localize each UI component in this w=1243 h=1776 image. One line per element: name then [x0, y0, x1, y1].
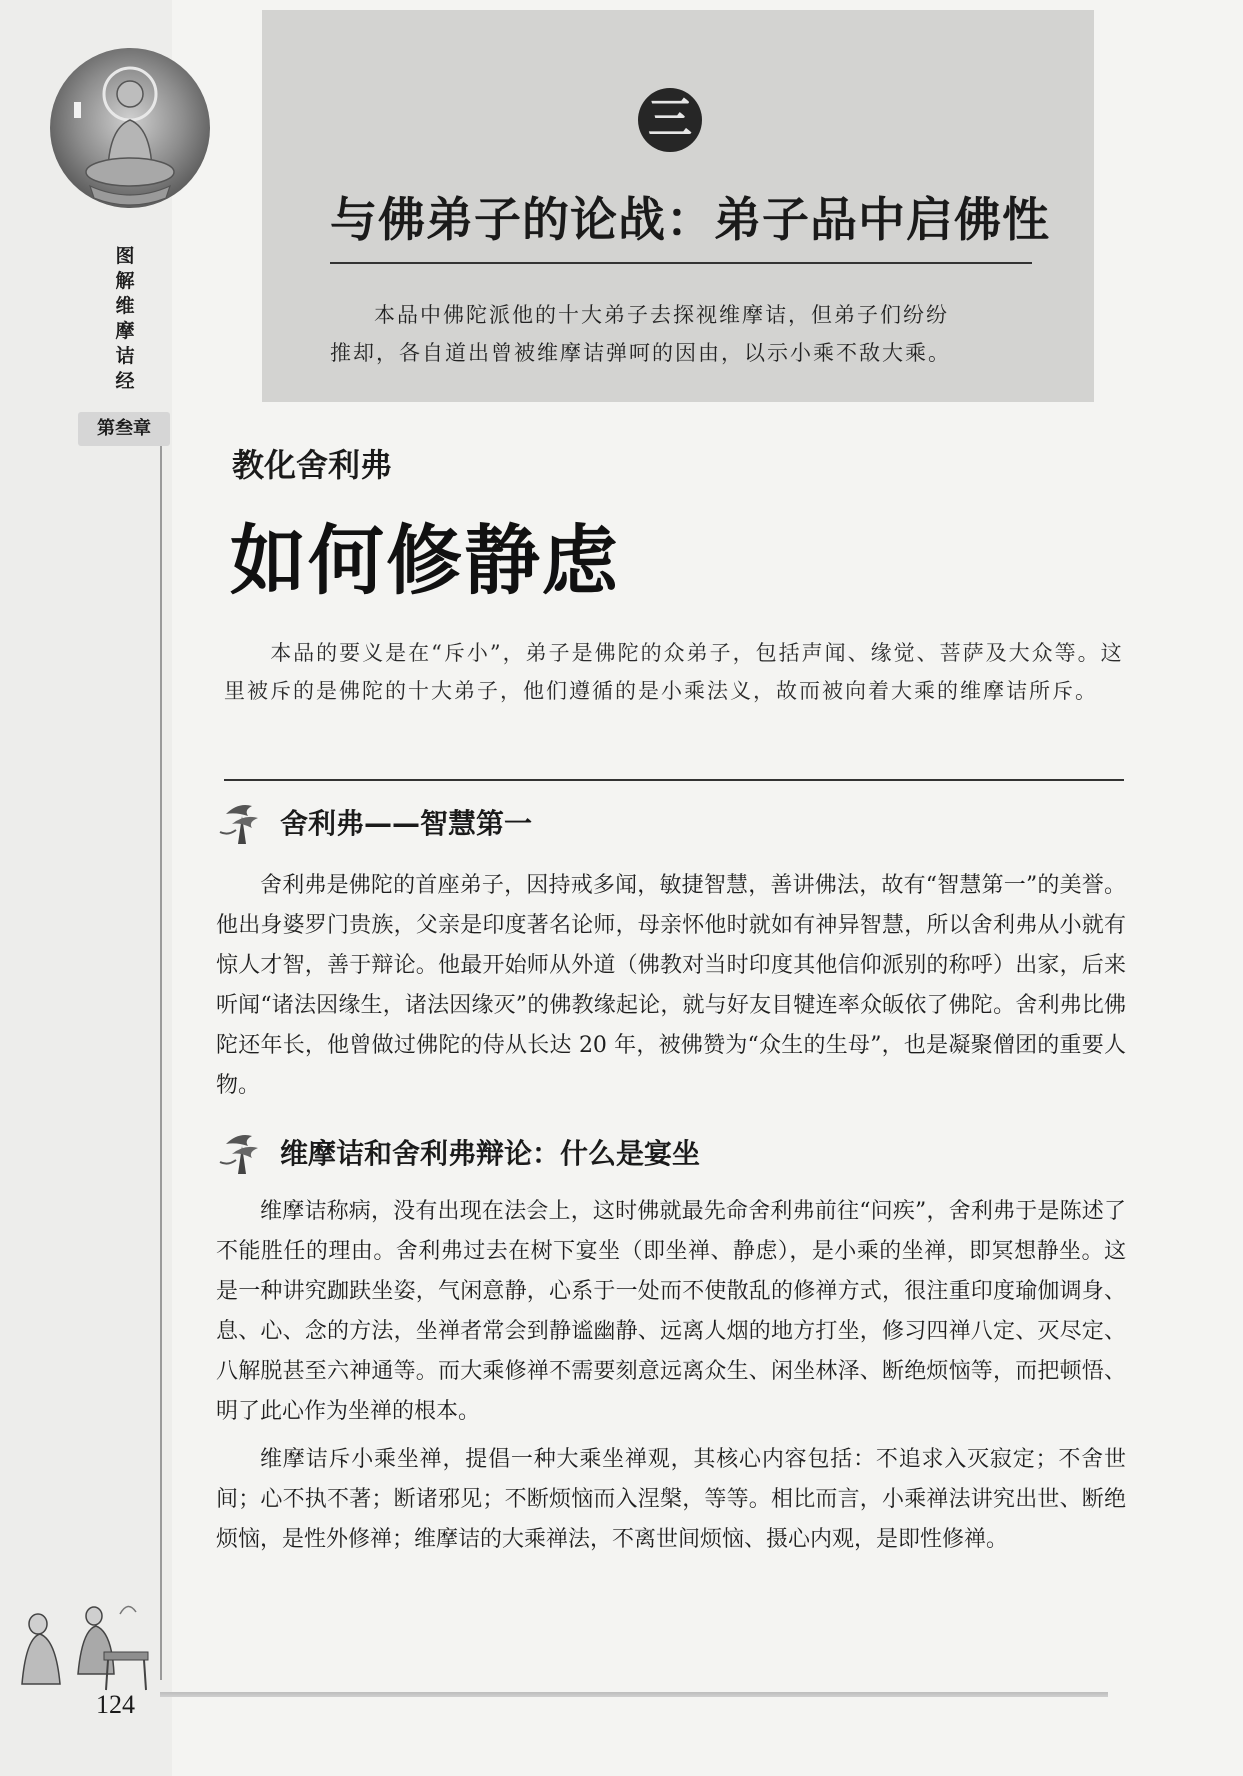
description-line: 推却，各自道出曾被维摩诘弹呵的因由，以示小乘不敌大乘。 [330, 341, 951, 365]
pine-tree-icon [218, 796, 272, 846]
buddha-medallion-icon [50, 48, 210, 208]
book-title-vertical [110, 244, 140, 394]
book-title-char: 解 [115, 270, 135, 292]
article-kicker: 教化舍利弗 [232, 446, 393, 484]
section-heading-label: 舍利弗——智慧第一 [280, 807, 533, 840]
description-line: 本品中佛陀派他的十大弟子去探视维摩诘，但弟子们纷纷 [374, 303, 949, 327]
chapter-tab: 第叁章 [78, 412, 170, 446]
header-divider [330, 262, 1032, 264]
intro-divider [224, 779, 1124, 781]
section-body [216, 1192, 1126, 1564]
book-title-char: 图 [115, 245, 135, 267]
book-title-char: 维 [115, 295, 135, 317]
article-title: 如何修静虑 [230, 516, 620, 605]
left-margin-rule [160, 440, 162, 1680]
chapter-description [330, 296, 1032, 372]
left-margin-strip [0, 0, 172, 1776]
body-paragraph: 舍利弗是佛陀的首座弟子，因持戒多闻，敏捷智慧，善讲佛法，故有“智慧第一”的美誉。他出身婆罗门贵族，父亲是印度著名论师，母亲怀他时就如有神异智慧，所以舍利弗从小就有惊人才智，善于辩论。他最开始师从外道（佛教对当时印度其他信仰派别的称呼）出家，后来听闻“诸法因缘生，诸法因缘灭”的佛教缘起论，就与好友目犍连率众皈依了佛陀。舍利弗比佛陀还年长，他曾做过佛陀的侍从长达 20 年，被佛赞为“众生的生母”，也是凝聚僧团的重要人物。 [216, 873, 1126, 1098]
intro-paragraph: 本品的要义是在“斥小”，弟子是佛陀的众弟子，包括声闻、缘觉、菩萨及大众等。这里被斥的是佛陀的十大弟子，他们遵循的是小乘法义，故而被向着大乘的维摩诘所斥。 [224, 641, 1124, 703]
section-number-badge: 三 [638, 88, 702, 152]
page-number: 124 [96, 1690, 135, 1719]
book-title-char: 摩 [115, 320, 135, 342]
section-heading [218, 796, 1118, 846]
book-title-char: 诘 [115, 345, 135, 367]
body-paragraph: 维摩诘斥小乘坐禅，提倡一种大乘坐禅观，其核心内容包括：不追求入灭寂定；不舍世间；心不执不著；断诸邪见；不断烦恼而入涅槃，等等。相比而言，小乘禅法讲究出世、断绝烦恼，是性外修禅；维摩诘的大乘禅法，不离世间烦恼、摄心内观，是即性修禅。 [216, 1447, 1126, 1552]
book-title-char: 经 [115, 370, 135, 392]
section-body [216, 866, 1126, 1110]
footer-divider [160, 1692, 1108, 1697]
section-heading-label: 维摩诘和舍利弗辩论：什么是宴坐 [280, 1137, 701, 1170]
section-heading [218, 1126, 1118, 1176]
pine-tree-icon [218, 1126, 272, 1176]
body-paragraph: 维摩诘称病，没有出现在法会上，这时佛就最先命舍利弗前往“问疾”，舍利弗于是陈述了不能胜任的理由。舍利弗过去在树下宴坐（即坐禅、静虑），是小乘的坐禅，即冥想静坐。这是一种讲究跏趺坐姿，气闲意静，心系于一处而不使散乱的修禅方式，很注重印度瑜伽调身、息、心、念的方法，坐禅者常会到静谧幽静、远离人烟的地方打坐，修习四禅八定、灭尽定、八解脱甚至六神通等。而大乘修禅不需要刻意远离众生、闲坐林泽、断绝烦恼等，而把顿悟、明了此心作为坐禅的根本。 [216, 1199, 1126, 1424]
scholars-icon [8, 1594, 153, 1694]
article-intro [224, 634, 1124, 710]
chapter-title: 与佛弟子的论战：弟子品中启佛性 [330, 193, 1050, 248]
